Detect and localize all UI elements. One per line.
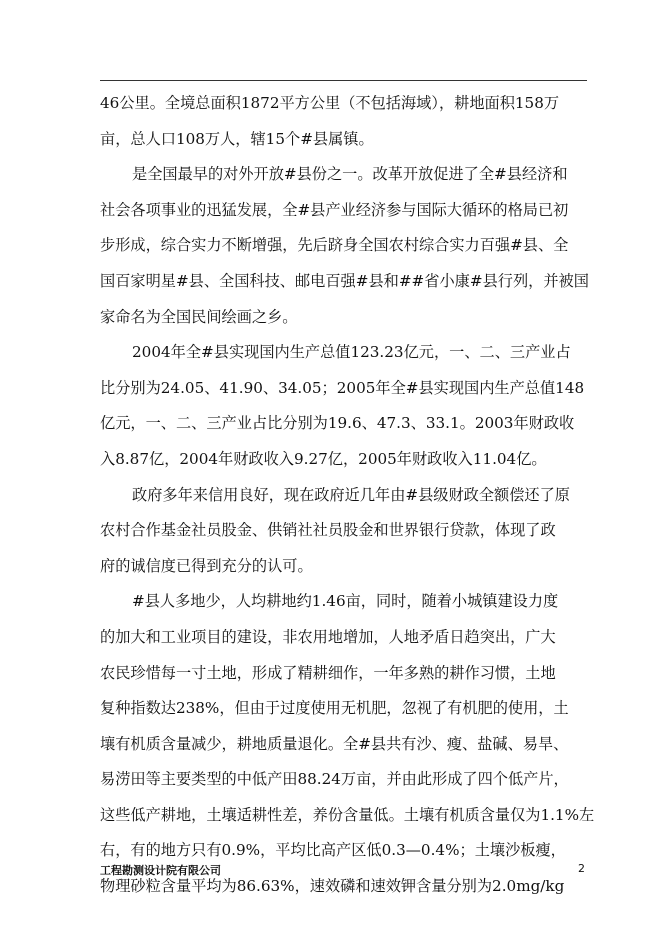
header-rule	[100, 80, 587, 81]
text-line: 农村合作基金社员股金、供销社社员股金和世界银行贷款，体现了政	[100, 521, 556, 540]
text-line: 右，有的地方只有0.9%，平均比高产区低0.3—0.4%；土壤沙板瘦，	[100, 841, 566, 860]
text-line: 比分别为24.05、41.90、34.05；2005年全#县实现国内生产总值148	[100, 378, 585, 397]
text-line: 的加大和工业项目的建设，非农用地增加，人地矛盾日趋突出，广大	[100, 627, 556, 646]
text-line: 社会各项事业的迅猛发展，全#县产业经济参与国际大循环的格局已初	[100, 200, 569, 219]
text-line: 家命名为全国民间绘画之乡。	[100, 307, 298, 326]
footer-page-number: 2	[578, 862, 585, 875]
text-line: 这些低产耕地，土壤适耕性差，养份含量低。土壤有机质含量仅为1.1%左	[100, 805, 595, 824]
text-line: 亩，总人口108万人，辖15个#县属镇。	[100, 129, 374, 148]
text-line: 步形成，综合实力不断增强，先后跻身全国农村综合实力百强#县、全	[100, 236, 569, 255]
text-line: 府的诚信度已得到充分的认可。	[100, 556, 313, 575]
text-line: 物理砂粒含量平均为86.63%，速效磷和速效钾含量分别为2.0mg/kg	[100, 877, 565, 896]
text-line: 国百家明星#县、全国科技、邮电百强#县和##省小康#县行列，并被国	[100, 271, 589, 290]
text-line: 农民珍惜每一寸土地，形成了精耕细作，一年多熟的耕作习惯，土地	[100, 663, 556, 682]
footer-company-name: 工程勘测设计院有限公司	[100, 864, 221, 877]
text-line: 易涝田等主要类型的中低产田88.24万亩，并由此形成了四个低产片，	[100, 770, 569, 789]
text-line: 壤有机质含量减少，耕地质量退化。全#县共有沙、瘦、盐碱、易旱、	[100, 734, 569, 753]
text-line: 复种指数达238%，但由于过度使用无机肥，忽视了有机肥的使用，土	[100, 699, 569, 718]
paragraph-start-line: 是全国最早的对外开放#县份之一。改革开放促进了全#县经济和	[132, 165, 568, 184]
paragraph-start-line: #县人多地少，人均耕地约1.46亩，同时，随着小城镇建设力度	[132, 592, 559, 611]
text-line: 入8.87亿，2004年财政收入9.27亿，2005年财政收入11.04亿。	[100, 449, 547, 468]
paragraph-start-line: 2004年全#县实现国内生产总值123.23亿元，一、二、三产业占	[132, 343, 571, 362]
text-line: 46公里。全境总面积1872平方公里（不包括海域），耕地面积158万	[100, 94, 560, 112]
paragraph-start-line: 政府多年来信用良好，现在政府近几年由#县级财政全额偿还了原	[132, 485, 570, 504]
text-line: 亿元，一、二、三产业占比分别为19.6、47.3、33.1。2003年财政收	[100, 414, 575, 433]
body-text	[100, 86, 595, 905]
